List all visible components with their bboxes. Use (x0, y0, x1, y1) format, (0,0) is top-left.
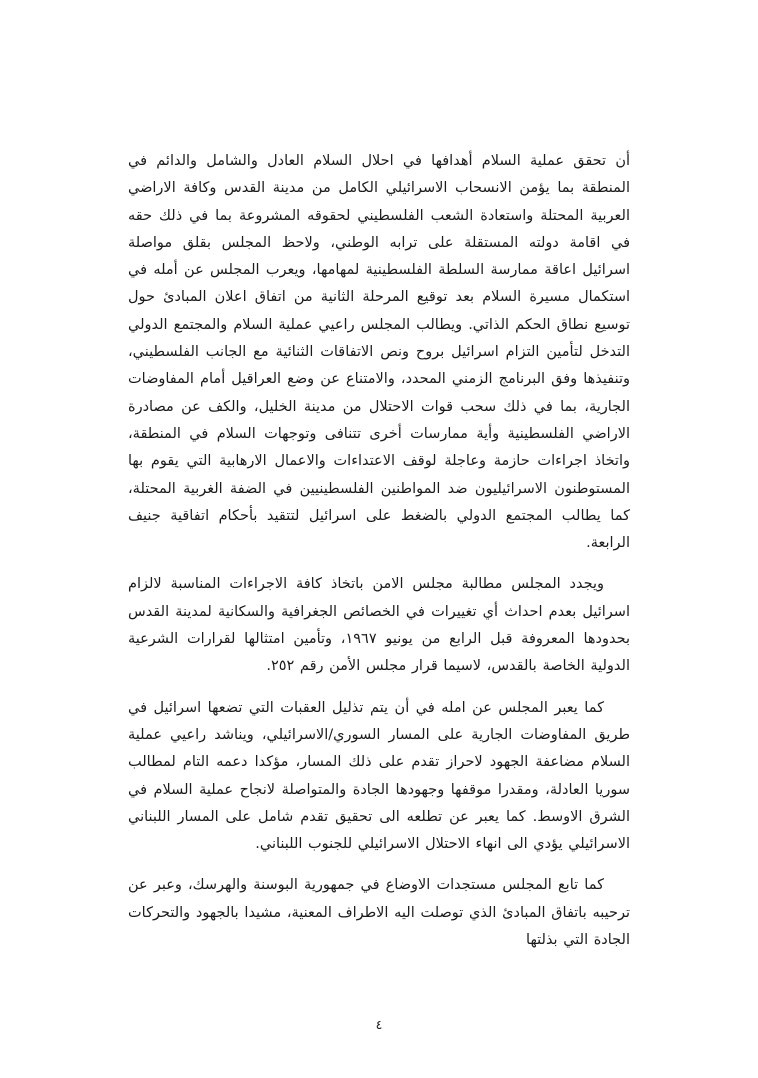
paragraph: أن تحقق عملية السلام أهدافها في احلال السلام العادل والشامل والدائم في المنطقة بما يؤمن الانسحاب الاسرائيلي الكامل من مدينة القدس وكافة الاراضي العربية المحتلة واستعادة الشعب الفلسطيني لحقوقه المشروعة بما في ذلك حقه في اقامة دولته المستقلة على ترابه الوطني، ولاحظ المجلس بقلق مواصلة اسرائيل اعاقة ممارسة السلطة الفلسطينية لمهامها، ويعرب المجلس عن أمله في استكمال مسيرة السلام بعد توقيع المرحلة الثانية من اتفاق اعلان المبادئ حول توسيع نطاق الحكم الذاتي. ويطالب المجلس راعيي عملية السلام والمجتمع الدولي التدخل لتأمين التزام اسرائيل بروح ونص الاتفاقات الثنائية مع الجانب الفلسطيني، وتنفيذها وفق البرنامج الزمني المحدد، والامتناع عن وضع العراقيل أمام المفاوضات الجارية، بما في ذلك سحب قوات الاحتلال من مدينة الخليل، والكف عن مصادرة الاراضي الفلسطينية وأية ممارسات أخرى تتنافى وتوجهات السلام في المنطقة، واتخاذ اجراءات حازمة وعاجلة لوقف الاعتداءات والاعمال الارهابية التي يقوم بها المستوطنون الاسرائيليون ضد المواطنين الفلسطينيين في الضفة الغربية المحتلة، كما يطالب المجتمع الدولي بالضغط على اسرائيل لتتقيد بأحكام اتفاقية جنيف الرابعة. (128, 153, 630, 552)
paragraph: كما يعبر المجلس عن امله في أن يتم تذليل العقبات التي تضعها اسرائيل في طريق المفاوضات الجارية على المسار السوري/الاسرائيلي، ويناشد راعيي عملية السلام مضاعفة الجهود لاحراز تقدم على ذلك المسار، مؤكدا دعمه التام لمطالب سوريا العادلة، ومقدرا موقفها وجهودها الجادة والمتواصلة لانجاح عملية السلام في الشرق الاوسط. كما يعبر عن تطلعه الى تحقيق تقدم شامل على المسار اللبناني الاسرائيلي يؤدي الى انهاء الاحتلال الاسرائيلي للجنوب اللبناني. (128, 699, 630, 853)
page-number: ٤ (375, 1017, 383, 1032)
body-text (128, 148, 630, 968)
paragraph: كما تابع المجلس مستجدات الاوضاع في جمهورية البوسنة والهرسك، وعبر عن ترحيبه باتفاق المبادئ الذي توصلت اليه الاطراف المعنية، مشيدا بالجهود والتحركات الجادة التي بذلتها (128, 877, 630, 949)
paragraph: ويجدد المجلس مطالبة مجلس الامن باتخاذ كافة الاجراءات المناسبة لالزام اسرائيل بعدم احداث أي تغييرات في الخصائص الجغرافية والسكانية لمدينة القدس بحدودها المعروفة قبل الرابع من يونيو ١٩٦٧، وتأمين امتثالها لقرارات الشرعية الدولية الخاصة بالقدس، لاسيما قرار مجلس الأمن رقم ٢٥٢. (128, 576, 630, 675)
